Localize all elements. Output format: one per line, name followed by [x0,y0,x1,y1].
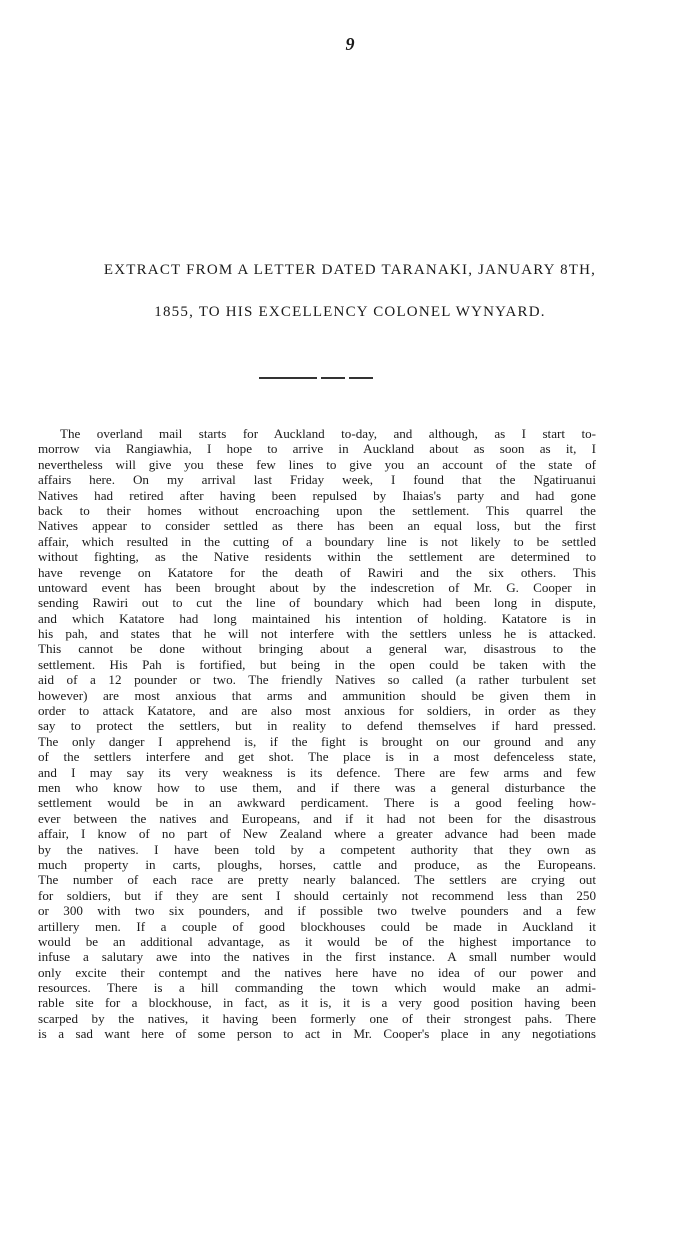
body-line: men who know how to use them, and if there was a general disturbance the [38,779,596,795]
body-line: nevertheless will give you these few lines to give you an account of the state of [38,456,596,472]
body-line: say to protect the settlers, but in reality to defend themselves if hard pressed. [38,718,596,734]
body-line: have revenge on Katatore for the death of Rawiri and the six others. This [38,564,596,580]
body-line: back to their homes without encroaching upon the settlement. This quarrel the [38,502,596,518]
body-line: of the settlers interfere and get shot. The place is in a most defenceless state, [38,749,596,765]
body-line: resources. There is a hill commanding the town which would make an admi- [38,980,596,996]
body-line: The number of each race are pretty nearly balanced. The settlers are crying out [38,872,596,888]
body-line: settlement. His Pah is fortified, but being in the open could be taken with the [38,656,596,672]
heading-line-2: 1855, TO HIS EXCELLENCY COLONEL WYNYARD. [154,304,546,320]
body-line: affair, I know of no part of New Zealand where a greater advance had been made [38,826,596,842]
divider-gap [345,377,349,380]
body-line: and I may say its very weakness is its defence. There are few arms and few [38,764,596,780]
heading-line-1: EXTRACT FROM A LETTER DATED TARANAKI, JANUARY 8TH, [103,262,597,278]
page-number: 9 [345,34,355,54]
body-line: infuse a salutary awe into the natives in the first instance. A small number would [38,949,596,965]
body-line: morrow via Rangiawhia, I hope to arrive in Auckland about as soon as it, I [38,441,596,457]
body-line: settlement would be in an awkward perdicament. There is a good feeling how- [38,795,596,811]
body-line: without fighting, as the Native residents within the settlement are determined to [38,549,596,565]
section-divider [259,377,373,379]
divider-gap [317,377,321,380]
body-line: sending Rawiri out to cut the line of boundary which had been long in dispute, [38,595,596,611]
body-line: for soldiers, but if they are sent I should certainly not recommend less than 250 [38,887,596,903]
body-line: Natives appear to consider settled as there has been an equal loss, but the first [38,518,596,534]
body-line: untoward event has been brought about by the indescretion of Mr. G. Cooper in [38,579,596,595]
body-line: order to attack Katatore, and are also most anxious for soldiers, in order as they [38,703,596,719]
body-line: however) are most anxious that arms and ammunition should be given them in [38,687,596,703]
body-line: artillery men. If a couple of good blockhouses could be made in Auckland it [38,918,596,934]
body-line: This cannot be done without bringing about a general war, disastrous to the [38,641,596,657]
body-line: his pah, and states that he will not interfere with the settlers unless he is attacked. [38,626,596,642]
body-line: is a sad want here of some person to act in Mr. Cooper's place in any negotiations [38,1026,596,1042]
body-line: Natives had retired after having been repulsed by Ihaias's party and had gone [38,487,596,503]
body-line: affairs here. On my arrival last Friday week, I found that the Ngatiruanui [38,472,596,488]
body-line: much property in carts, ploughs, horses, cattle and produce, as the Europeans. [38,856,596,872]
body-line: aid of a 12 pounder or two. The friendly Natives so called (a rather turbulent set [38,672,596,688]
body-line: scarped by the natives, it having been formerly one of their strongest pahs. There [38,1010,596,1026]
body-line: ever between the natives and Europeans, and if it had not been for the disastrous [38,810,596,826]
body-line: rable site for a blockhouse, in fact, as it is, it is a very good position having been [38,995,596,1011]
body-line: The only danger I apprehend is, if the fight is brought on our ground and any [38,733,596,749]
letter-body [38,426,596,1042]
body-line: by the natives. I have been told by a competent authority that they own as [38,841,596,857]
body-line: and which Katatore had long maintained his intention of holding. Katatore is in [38,610,596,626]
body-line: affair, which resulted in the cutting of a boundary line is not likely to be settled [38,533,596,549]
body-line: would be an additional advantage, as it would be of the highest importance to [38,933,596,949]
body-line: only excite their contempt and the natives here have no idea of our power and [38,964,596,980]
body-line: or 300 with two six pounders, and if possible two twelve pounders and a few [38,903,596,919]
body-line: The overland mail starts for Auckland to-day, and although, as I start to- [60,426,596,441]
